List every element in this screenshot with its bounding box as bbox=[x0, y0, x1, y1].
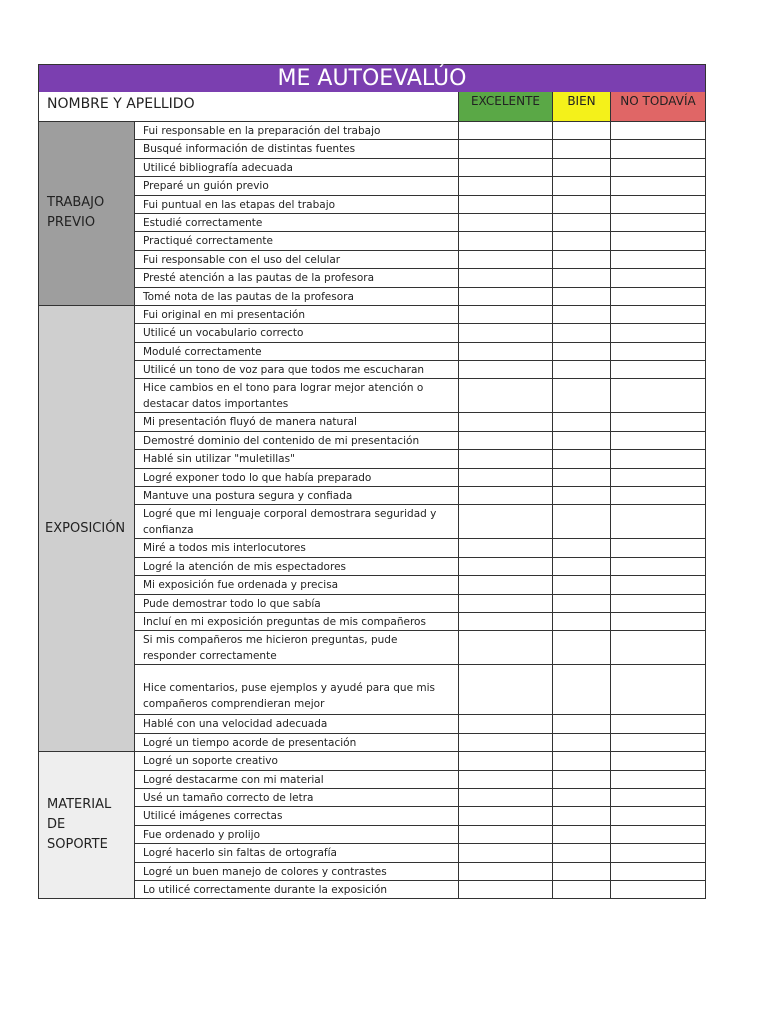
section-label-exposicion bbox=[39, 306, 135, 752]
evaluation-row bbox=[135, 450, 705, 468]
criterion-text: Logré destacarme con mi material bbox=[143, 773, 324, 786]
excelente-cell[interactable] bbox=[458, 343, 552, 360]
criterion-text: Demostré dominio del contenido de mi presentación bbox=[143, 434, 420, 447]
criterion-text: Lo utilicé correctamente durante la exposición bbox=[143, 883, 388, 896]
no-todavia-cell[interactable] bbox=[610, 469, 705, 486]
no-todavia-cell[interactable] bbox=[610, 140, 705, 157]
criterion-text: Logré un tiempo acorde de presentación bbox=[143, 736, 357, 749]
criterion-text: Usé un tamaño correcto de letra bbox=[143, 791, 314, 804]
evaluation-row bbox=[135, 159, 705, 177]
section-trabajo-previo bbox=[38, 122, 706, 306]
bien-cell[interactable] bbox=[552, 734, 610, 751]
excelente-cell[interactable] bbox=[458, 269, 552, 286]
evaluation-row bbox=[135, 771, 705, 789]
no-todavia-cell[interactable] bbox=[610, 595, 705, 612]
bien-cell[interactable] bbox=[552, 122, 610, 139]
evaluation-row bbox=[135, 595, 705, 613]
bien-cell[interactable] bbox=[552, 306, 610, 323]
bien-cell[interactable] bbox=[552, 613, 610, 630]
no-todavia-cell[interactable] bbox=[610, 863, 705, 880]
evaluation-row bbox=[135, 558, 705, 576]
bien-cell[interactable] bbox=[552, 558, 610, 575]
criterion-text: Miré a todos mis interlocutores bbox=[143, 542, 306, 555]
no-todavia-cell[interactable] bbox=[610, 196, 705, 213]
section-exposicion bbox=[38, 306, 706, 752]
excelente-cell[interactable] bbox=[458, 576, 552, 593]
excelente-cell[interactable] bbox=[458, 232, 552, 249]
excelente-cell[interactable] bbox=[458, 413, 552, 430]
criterion-text: Mantuve una postura segura y confiada bbox=[143, 490, 353, 503]
name-field-label[interactable]: NOMBRE Y APELLIDO bbox=[39, 92, 458, 122]
section-label-line: SOPORTE bbox=[47, 837, 108, 853]
bien-cell[interactable] bbox=[552, 487, 610, 504]
excelente-cell[interactable] bbox=[458, 140, 552, 157]
evaluation-row bbox=[135, 505, 705, 539]
bien-cell[interactable] bbox=[552, 863, 610, 880]
section-label-material-de-soporte bbox=[39, 752, 135, 899]
criterion-text: Estudié correctamente bbox=[143, 216, 263, 229]
evaluation-row bbox=[135, 214, 705, 232]
bien-cell[interactable] bbox=[552, 715, 610, 732]
excelente-cell[interactable] bbox=[458, 881, 552, 898]
no-todavia-cell[interactable] bbox=[610, 631, 705, 664]
criterion-text: Logré la atención de mis espectadores bbox=[143, 560, 347, 573]
no-todavia-cell[interactable] bbox=[610, 306, 705, 323]
no-todavia-cell[interactable] bbox=[610, 771, 705, 788]
bien-cell[interactable] bbox=[552, 576, 610, 593]
excelente-cell[interactable] bbox=[458, 844, 552, 861]
criterion-text: Busqué información de distintas fuentes bbox=[143, 143, 356, 156]
criterion-text: Logré que mi lenguaje corporal demostrara seguridad y confianza bbox=[143, 508, 437, 537]
criterion-text: Preparé un guión previo bbox=[143, 180, 269, 193]
bien-cell[interactable] bbox=[552, 432, 610, 449]
no-todavia-cell[interactable] bbox=[610, 450, 705, 467]
no-todavia-cell[interactable] bbox=[610, 881, 705, 898]
no-todavia-cell[interactable] bbox=[610, 844, 705, 861]
excelente-cell[interactable] bbox=[458, 450, 552, 467]
bien-cell[interactable] bbox=[552, 361, 610, 378]
bien-cell[interactable] bbox=[552, 269, 610, 286]
no-todavia-cell[interactable] bbox=[610, 558, 705, 575]
no-todavia-cell[interactable] bbox=[610, 807, 705, 824]
evaluation-row bbox=[135, 613, 705, 631]
evaluation-row bbox=[135, 122, 705, 140]
criterion-text: Fui puntual en las etapas del trabajo bbox=[143, 198, 336, 211]
evaluation-row bbox=[135, 343, 705, 361]
excelente-cell[interactable] bbox=[458, 734, 552, 751]
bien-cell[interactable] bbox=[552, 343, 610, 360]
no-todavia-cell[interactable] bbox=[610, 232, 705, 249]
criterion-text: Logré un soporte creativo bbox=[143, 755, 278, 768]
section-label-line: MATERIAL bbox=[47, 797, 112, 813]
no-todavia-cell[interactable] bbox=[610, 159, 705, 176]
no-todavia-cell[interactable] bbox=[610, 734, 705, 751]
bien-cell[interactable] bbox=[552, 665, 610, 714]
criterion-text: Fue ordenado y prolijo bbox=[143, 828, 261, 841]
column-header-excelente: EXCELENTE bbox=[458, 92, 552, 122]
no-todavia-cell[interactable] bbox=[610, 413, 705, 430]
bien-cell[interactable] bbox=[552, 288, 610, 305]
no-todavia-cell[interactable] bbox=[610, 505, 705, 538]
excelente-cell[interactable] bbox=[458, 288, 552, 305]
excelente-cell[interactable] bbox=[458, 177, 552, 194]
bien-cell[interactable] bbox=[552, 379, 610, 412]
no-todavia-cell[interactable] bbox=[610, 826, 705, 843]
no-todavia-cell[interactable] bbox=[610, 487, 705, 504]
evaluation-row bbox=[135, 324, 705, 342]
bien-cell[interactable] bbox=[552, 595, 610, 612]
excelente-cell[interactable] bbox=[458, 807, 552, 824]
evaluation-row bbox=[135, 826, 705, 844]
criterion-text: Modulé correctamente bbox=[143, 345, 262, 358]
criterion-text: Logré un buen manejo de colores y contrastes bbox=[143, 865, 387, 878]
bien-cell[interactable] bbox=[552, 469, 610, 486]
bien-cell[interactable] bbox=[552, 631, 610, 664]
criterion-text: Mi exposición fue ordenada y precisa bbox=[143, 579, 339, 592]
excelente-cell[interactable] bbox=[458, 631, 552, 664]
no-todavia-cell[interactable] bbox=[610, 613, 705, 630]
no-todavia-cell[interactable] bbox=[610, 214, 705, 231]
bien-cell[interactable] bbox=[552, 450, 610, 467]
excelente-cell[interactable] bbox=[458, 324, 552, 341]
evaluation-row bbox=[135, 715, 705, 733]
no-todavia-cell[interactable] bbox=[610, 432, 705, 449]
bien-cell[interactable] bbox=[552, 771, 610, 788]
criterion-text: Logré hacerlo sin faltas de ortografía bbox=[143, 847, 337, 860]
section-label-line: EXPOSICIÓN bbox=[45, 520, 126, 536]
no-todavia-cell[interactable] bbox=[610, 288, 705, 305]
criterion-text: Fui responsable con el uso del celular bbox=[143, 253, 341, 266]
excelente-cell[interactable] bbox=[458, 539, 552, 556]
criterion-text: Logré exponer todo lo que había preparado bbox=[143, 471, 372, 484]
excelente-cell[interactable] bbox=[458, 487, 552, 504]
evaluation-row bbox=[135, 789, 705, 807]
criterion-text: Fui original en mi presentación bbox=[143, 308, 306, 321]
criterion-text: Hice cambios en el tono para lograr mejor atención o destacar datos importantes bbox=[143, 382, 424, 411]
no-todavia-cell[interactable] bbox=[610, 789, 705, 806]
criterion-text: Pude demostrar todo lo que sabía bbox=[143, 597, 321, 610]
no-todavia-cell[interactable] bbox=[610, 379, 705, 412]
evaluation-row bbox=[135, 631, 705, 665]
section-label-trabajo-previo bbox=[39, 122, 135, 306]
excelente-cell[interactable] bbox=[458, 505, 552, 538]
criterion-text: Presté atención a las pautas de la profesora bbox=[143, 272, 375, 285]
bien-cell[interactable] bbox=[552, 881, 610, 898]
sheet-title: ME AUTOEVALÚO bbox=[38, 64, 706, 92]
excelente-cell[interactable] bbox=[458, 558, 552, 575]
bien-cell[interactable] bbox=[552, 214, 610, 231]
bien-cell[interactable] bbox=[552, 505, 610, 538]
excelente-cell[interactable] bbox=[458, 826, 552, 843]
criterion-text: Si mis compañeros me hicieron preguntas, pude responder correctamente bbox=[143, 634, 398, 663]
evaluation-row bbox=[135, 752, 705, 770]
evaluation-row bbox=[135, 863, 705, 881]
column-header-bien: BIEN bbox=[552, 92, 610, 122]
bien-cell[interactable] bbox=[552, 413, 610, 430]
evaluation-row bbox=[135, 361, 705, 379]
no-todavia-cell[interactable] bbox=[610, 539, 705, 556]
excelente-cell[interactable] bbox=[458, 214, 552, 231]
section-rows bbox=[135, 752, 705, 899]
evaluation-row bbox=[135, 807, 705, 825]
no-todavia-cell[interactable] bbox=[610, 343, 705, 360]
evaluation-row bbox=[135, 251, 705, 269]
section-material-de-soporte bbox=[38, 752, 706, 899]
evaluation-row bbox=[135, 177, 705, 195]
bien-cell[interactable] bbox=[552, 159, 610, 176]
no-todavia-cell[interactable] bbox=[610, 361, 705, 378]
excelente-cell[interactable] bbox=[458, 361, 552, 378]
bien-cell[interactable] bbox=[552, 752, 610, 769]
excelente-cell[interactable] bbox=[458, 469, 552, 486]
evaluation-row bbox=[135, 576, 705, 594]
evaluation-row bbox=[135, 881, 705, 899]
evaluation-row bbox=[135, 734, 705, 752]
criterion-text: Hablé sin utilizar "muletillas" bbox=[143, 453, 295, 466]
excelente-cell[interactable] bbox=[458, 863, 552, 880]
no-todavia-cell[interactable] bbox=[610, 269, 705, 286]
no-todavia-cell[interactable] bbox=[610, 715, 705, 732]
criterion-text: Utilicé un tono de voz para que todos me escucharan bbox=[143, 364, 425, 377]
evaluation-row bbox=[135, 413, 705, 431]
column-header-no-todavia: NO TODAVÍA bbox=[610, 92, 705, 122]
evaluation-row bbox=[135, 432, 705, 450]
criterion-text: Practiqué correctamente bbox=[143, 235, 273, 248]
evaluation-row bbox=[135, 665, 705, 715]
no-todavia-cell[interactable] bbox=[610, 324, 705, 341]
bien-cell[interactable] bbox=[552, 324, 610, 341]
evaluation-row bbox=[135, 844, 705, 862]
evaluation-row bbox=[135, 379, 705, 413]
bien-cell[interactable] bbox=[552, 232, 610, 249]
excelente-cell[interactable] bbox=[458, 771, 552, 788]
criterion-text: Hablé con una velocidad adecuada bbox=[143, 718, 328, 731]
section-label-line: TRABAJO bbox=[47, 195, 105, 211]
excelente-cell[interactable] bbox=[458, 122, 552, 139]
criterion-text: Tomé nota de las pautas de la profesora bbox=[143, 290, 354, 303]
section-rows bbox=[135, 306, 705, 752]
evaluation-row bbox=[135, 288, 705, 306]
no-todavia-cell[interactable] bbox=[610, 752, 705, 769]
evaluation-row bbox=[135, 140, 705, 158]
excelente-cell[interactable] bbox=[458, 752, 552, 769]
excelente-cell[interactable] bbox=[458, 432, 552, 449]
criterion-text: Utilicé bibliografía adecuada bbox=[143, 161, 293, 174]
evaluation-row bbox=[135, 196, 705, 214]
evaluation-row bbox=[135, 539, 705, 557]
criterion-text: Utilicé imágenes correctas bbox=[143, 810, 283, 823]
evaluation-row bbox=[135, 232, 705, 250]
excelente-cell[interactable] bbox=[458, 613, 552, 630]
evaluation-row bbox=[135, 469, 705, 487]
no-todavia-cell[interactable] bbox=[610, 251, 705, 268]
criterion-text: Utilicé un vocabulario correcto bbox=[143, 327, 304, 340]
criterion-text: Incluí en mi exposición preguntas de mis compañeros bbox=[143, 615, 426, 628]
bien-cell[interactable] bbox=[552, 539, 610, 556]
criterion-text: Fui responsable en la preparación del trabajo bbox=[143, 125, 381, 137]
bien-cell[interactable] bbox=[552, 140, 610, 157]
excelente-cell[interactable] bbox=[458, 715, 552, 732]
self-evaluation-sheet bbox=[38, 64, 706, 899]
criterion-text: Mi presentación fluyó de manera natural bbox=[143, 416, 357, 429]
excelente-cell[interactable] bbox=[458, 665, 552, 714]
evaluation-row bbox=[135, 306, 705, 324]
section-label-line: PREVIO bbox=[47, 215, 96, 231]
no-todavia-cell[interactable] bbox=[610, 576, 705, 593]
excelente-cell[interactable] bbox=[458, 159, 552, 176]
bien-cell[interactable] bbox=[552, 789, 610, 806]
evaluation-row bbox=[135, 269, 705, 287]
excelente-cell[interactable] bbox=[458, 251, 552, 268]
section-rows bbox=[135, 122, 705, 306]
section-label-line: DE bbox=[47, 817, 66, 833]
no-todavia-cell[interactable] bbox=[610, 665, 705, 714]
bien-cell[interactable] bbox=[552, 251, 610, 268]
bien-cell[interactable] bbox=[552, 177, 610, 194]
excelente-cell[interactable] bbox=[458, 196, 552, 213]
excelente-cell[interactable] bbox=[458, 595, 552, 612]
excelente-cell[interactable] bbox=[458, 306, 552, 323]
bien-cell[interactable] bbox=[552, 196, 610, 213]
excelente-cell[interactable] bbox=[458, 789, 552, 806]
criterion-text: Hice comentarios, puse ejemplos y ayudé para que mis compañeros comprendieran mejor bbox=[143, 682, 435, 711]
evaluation-row bbox=[135, 487, 705, 505]
excelente-cell[interactable] bbox=[458, 379, 552, 412]
bien-cell[interactable] bbox=[552, 844, 610, 861]
no-todavia-cell[interactable] bbox=[610, 122, 705, 139]
bien-cell[interactable] bbox=[552, 826, 610, 843]
header-row bbox=[38, 92, 706, 122]
no-todavia-cell[interactable] bbox=[610, 177, 705, 194]
bien-cell[interactable] bbox=[552, 807, 610, 824]
